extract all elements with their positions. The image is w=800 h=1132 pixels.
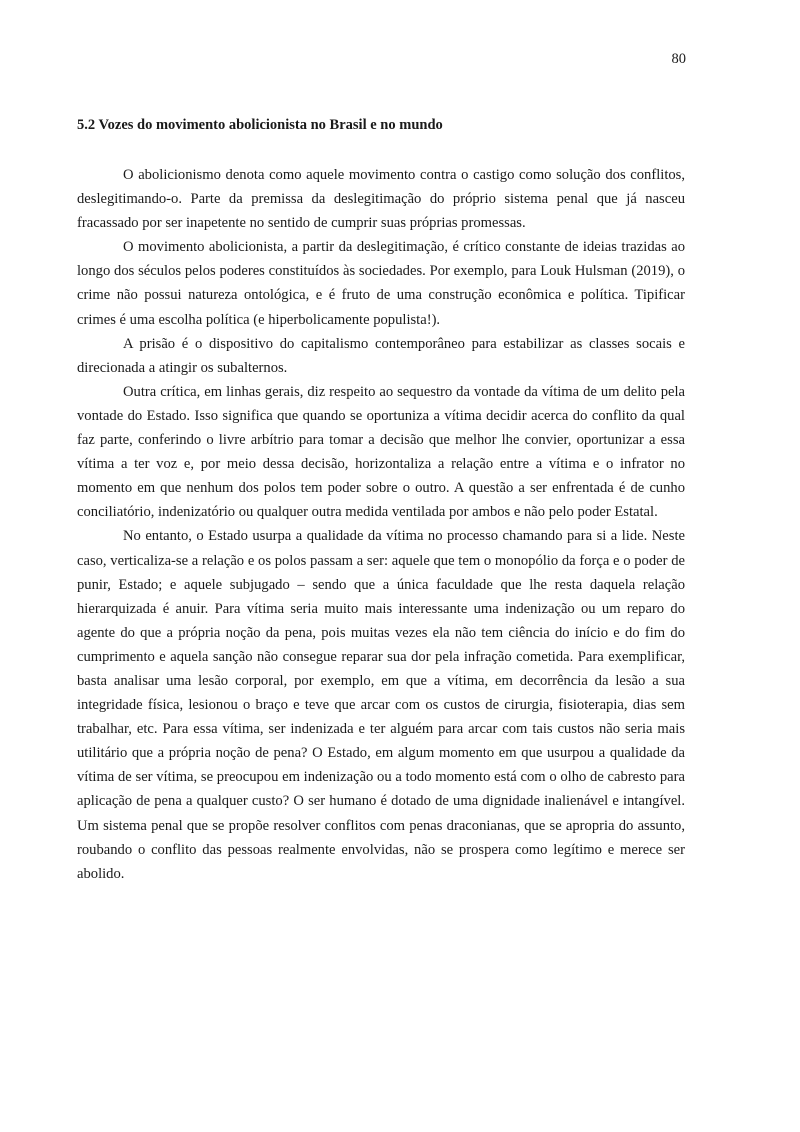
paragraph: O abolicionismo denota como aquele movimento contra o castigo como solução dos conflitos, deslegitimando-o. Parte da premissa da deslegitimação do próprio sistema penal que já nasceu fracassado por ser inapetente no sentido de cumprir suas próprias promessas. — [77, 167, 685, 232]
paragraph: O movimento abolicionista, a partir da deslegitimação, é crítico constante de ideias trazidas ao longo dos séculos pelos poderes constituídos às sociedades. Por exemplo, para Louk Hulsman (2019), o crime não possui natureza ontológica, e é fruto de uma construção econômica e política. Tipificar crimes é uma escolha política (e hiperbolicamente populista!). — [77, 239, 685, 328]
page-number: 80 — [671, 51, 686, 67]
paragraph: No entanto, o Estado usurpa a qualidade da vítima no processo chamando para si a lide. Neste caso, verticaliza-se a relação e os polos passam a ser: aquele que tem o monopólio da força e o poder de punir, Estado; e aquele subjugado – sendo que a única faculdade que lhe resta daquela relação hierarquizada é anuir. Para vítima seria muito mais interessante uma indenização ou um reparo do agente do que a própria noção da pena, pois muitas vezes ela não tem ciência do início e do fim do cumprimento e aquela sanção não consegue reparar sua dor pela infração cometida. Para exemplificar, basta analisar uma lesão corporal, por exemplo, em que a vítima, em decorrência da lesão a sua integridade física, lesionou o braço e teve que arcar com os custos de cirurgia, fisioterapia, dias sem trabalhar, etc. Para essa vítima, ser indenizada e ter alguém para arcar com tais custos não seria mais utilitário que a própria noção de pena? O Estado, em algum momento em que usurpou a qualidade da vítima de ser vítima, se preocupou em indenização ou a todo momento está com o olho de cabresto para aplicação de pena a qualquer custo? O ser humano é dotado de uma dignidade inalienável e intangível. Um sistema penal que se propõe resolver conflitos com penas draconianas, que se apropria do assunto, roubando o conflito das pessoas realmente envolvidas, não se prospera como legítimo e merece ser abolido. — [77, 528, 685, 882]
paragraph: A prisão é o dispositivo do capitalismo contemporâneo para estabilizar as classes socais e direcionada a atingir os subalternos. — [77, 335, 685, 376]
paragraph: Outra crítica, em linhas gerais, diz respeito ao sequestro da vontade da vítima de um delito pela vontade do Estado. Isso significa que quando se oportuniza a vítima decidir acerca do conflito da qual faz parte, conferindo o livre arbítrio para tomar a decisão que melhor lhe convier, oportunizar a essa vítima a ter voz e, por meio dessa decisão, horizontaliza a relação entre a vítima e o infrator no momento em que nenhum dos polos tem poder sobre o outro. A questão a ser enfrentada é de cunho conciliatório, indenizatório ou qualquer outra medida ventilada por ambos e não pelo poder Estatal. — [77, 383, 685, 521]
section-heading: 5.2 Vozes do movimento abolicionista no Brasil e no mundo — [77, 117, 443, 133]
body-text — [77, 163, 685, 886]
